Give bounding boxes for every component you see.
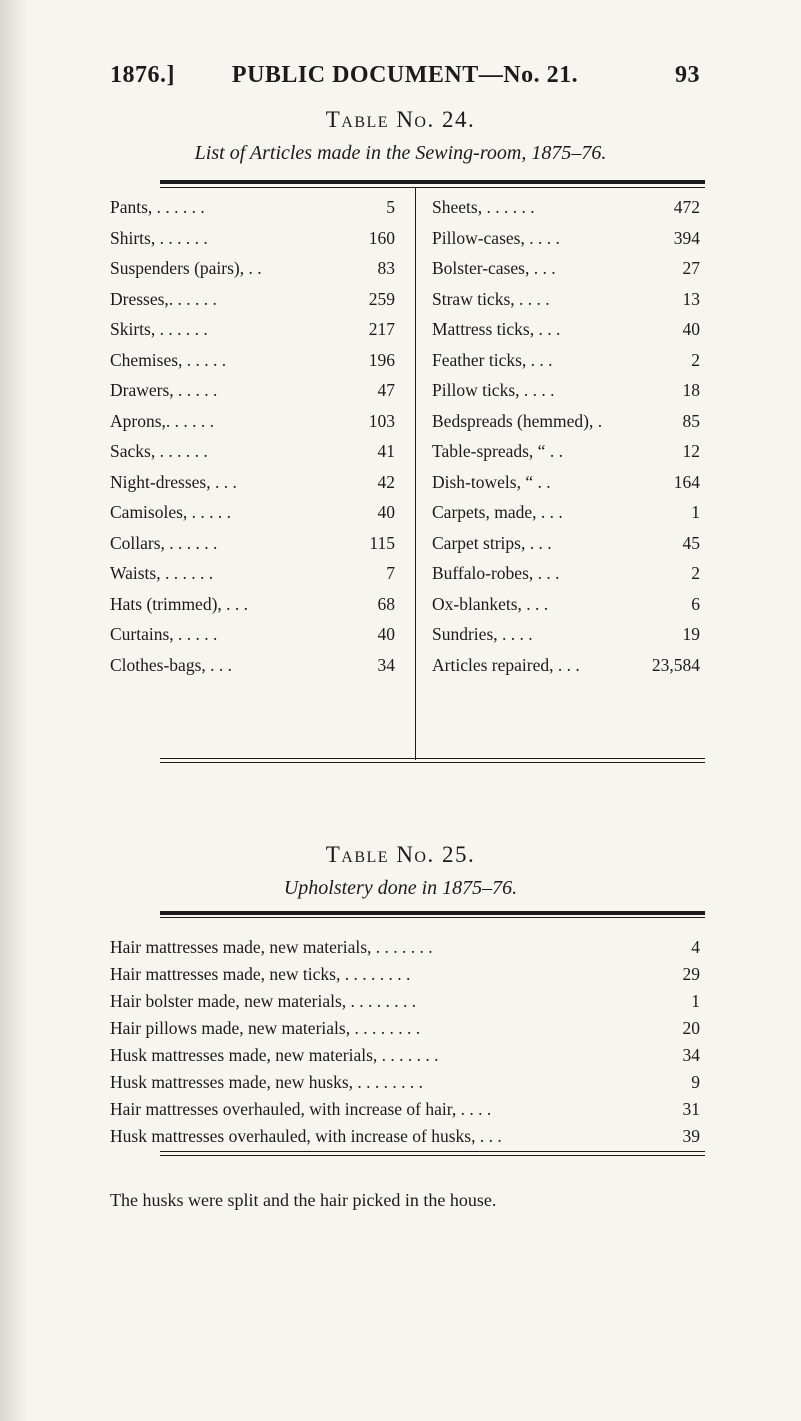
row-label: Hair mattresses overhauled, with increase of hair, . . . . bbox=[110, 1099, 492, 1119]
row-value: 9 bbox=[691, 1072, 700, 1092]
table-24-title: Table No. 24. bbox=[325, 107, 476, 132]
row-label: Pants, . . . . . . bbox=[110, 197, 205, 217]
row-label: Night-dresses, . . . bbox=[110, 471, 237, 492]
row-value: 4 bbox=[691, 937, 700, 957]
table-row bbox=[432, 589, 700, 620]
row-value: 12 bbox=[682, 441, 700, 461]
table-24-right-column bbox=[432, 192, 700, 680]
row-value: 68 bbox=[377, 593, 395, 614]
table-row bbox=[432, 375, 700, 406]
row-label: Pillow ticks, . . . . bbox=[432, 380, 555, 400]
table-25-title: Table No. 25. bbox=[325, 842, 476, 867]
row-value: 2 bbox=[691, 349, 700, 370]
table-25-top-rule-thin bbox=[160, 917, 705, 918]
row-value: 27 bbox=[682, 258, 700, 278]
row-label: Camisoles, . . . . . bbox=[110, 502, 232, 522]
row-label: Sheets, . . . . . . bbox=[432, 197, 535, 217]
row-label: Hair mattresses made, new ticks, . . . . . . . . bbox=[110, 964, 411, 984]
table-row bbox=[432, 650, 700, 681]
row-value: 40 bbox=[377, 624, 395, 644]
row-label: Table-spreads, “ . . bbox=[432, 441, 563, 461]
row-label: Drawers, . . . . . bbox=[110, 380, 218, 400]
row-value: 7 bbox=[386, 563, 395, 583]
table-row bbox=[432, 406, 700, 437]
table-row bbox=[110, 1069, 700, 1096]
table-row bbox=[432, 345, 700, 376]
table-row bbox=[432, 467, 700, 498]
table-row bbox=[110, 589, 395, 620]
row-label: Bedspreads (hemmed), . bbox=[432, 410, 603, 431]
row-label: Collars, . . . . . . bbox=[110, 532, 218, 553]
row-value: 19 bbox=[682, 624, 700, 644]
row-value: 40 bbox=[377, 502, 395, 522]
table-row bbox=[110, 934, 700, 961]
row-label: Feather ticks, . . . bbox=[432, 349, 553, 370]
page-number: 93 bbox=[675, 62, 700, 88]
table-row bbox=[110, 253, 395, 284]
running-head-year: 1876.] bbox=[110, 62, 175, 88]
table-row bbox=[110, 558, 395, 589]
row-value: 40 bbox=[682, 319, 700, 339]
row-value: 83 bbox=[377, 258, 395, 278]
row-value: 42 bbox=[377, 471, 395, 492]
table-row bbox=[110, 1015, 700, 1042]
row-label: Buffalo-robes, . . . bbox=[432, 563, 560, 583]
row-value: 2 bbox=[691, 563, 700, 583]
row-value: 5 bbox=[386, 197, 395, 217]
row-value: 217 bbox=[368, 319, 395, 339]
row-value: 6 bbox=[691, 593, 700, 614]
table-25-subtitle: Upholstery done in 1875–76. bbox=[283, 877, 518, 899]
row-label: Mattress ticks, . . . bbox=[432, 319, 561, 339]
row-value: 29 bbox=[682, 964, 700, 984]
row-label: Carpets, made, . . . bbox=[432, 502, 563, 522]
row-value: 1 bbox=[691, 502, 700, 522]
row-label: Bolster-cases, . . . bbox=[432, 258, 556, 278]
row-label: Hair bolster made, new materials, . . . . . . . . bbox=[110, 991, 417, 1011]
row-label: Ox-blankets, . . . bbox=[432, 593, 549, 614]
row-value: 23,584 bbox=[651, 654, 700, 675]
table-row bbox=[432, 192, 700, 223]
table-row bbox=[110, 1123, 700, 1150]
row-label: Hair mattresses made, new materials, . . . . . . . bbox=[110, 937, 433, 957]
page-gutter-shadow bbox=[0, 0, 28, 1421]
row-value: 160 bbox=[368, 227, 395, 248]
row-label: Sundries, . . . . bbox=[432, 624, 533, 644]
table-row bbox=[110, 1042, 700, 1069]
row-label: Curtains, . . . . . bbox=[110, 624, 218, 644]
table-25-rows bbox=[110, 934, 700, 1150]
row-label: Suspenders (pairs), . . bbox=[110, 258, 262, 278]
table-row bbox=[110, 223, 395, 254]
table-row bbox=[432, 497, 700, 528]
row-value: 31 bbox=[682, 1099, 700, 1119]
row-label: Dish-towels, “ . . bbox=[432, 471, 551, 492]
table-row bbox=[432, 253, 700, 284]
row-value: 18 bbox=[682, 380, 700, 400]
row-label: Shirts, . . . . . . bbox=[110, 227, 208, 248]
table-row bbox=[432, 314, 700, 345]
table-25-bottom-rule-thin bbox=[160, 1151, 705, 1152]
row-value: 20 bbox=[682, 1018, 700, 1038]
row-value: 85 bbox=[682, 410, 700, 431]
table-row bbox=[432, 284, 700, 315]
row-value: 39 bbox=[682, 1126, 700, 1146]
row-label: Clothes-bags, . . . bbox=[110, 654, 233, 675]
row-label: Husk mattresses made, new materials, . . . . . . . bbox=[110, 1045, 439, 1065]
row-label: Pillow-cases, . . . . bbox=[432, 227, 560, 248]
row-value: 34 bbox=[377, 654, 395, 675]
table-row bbox=[110, 375, 395, 406]
row-label: Waists, . . . . . . bbox=[110, 563, 214, 583]
table-row bbox=[432, 223, 700, 254]
table-24-subtitle: List of Articles made in the Sewing-room, 1875–76. bbox=[194, 142, 607, 164]
running-head bbox=[110, 62, 700, 98]
table-row bbox=[110, 284, 395, 315]
table-row bbox=[110, 497, 395, 528]
table-row bbox=[432, 558, 700, 589]
table-row bbox=[110, 314, 395, 345]
table-24-top-rule-thin bbox=[160, 187, 705, 188]
row-label: Sacks, . . . . . . bbox=[110, 441, 208, 461]
row-label: Skirts, . . . . . . bbox=[110, 319, 208, 339]
table-row bbox=[432, 436, 700, 467]
row-label: Husk mattresses made, new husks, . . . . . . . . bbox=[110, 1072, 424, 1092]
table-24-column-divider bbox=[415, 188, 416, 760]
table-row bbox=[110, 650, 395, 681]
row-label: Articles repaired, . . . bbox=[432, 654, 580, 675]
running-head-title: PUBLIC DOCUMENT—No. 21. bbox=[231, 62, 579, 88]
row-value: 34 bbox=[682, 1045, 700, 1065]
table-24-left-column bbox=[110, 192, 395, 680]
row-value: 472 bbox=[673, 197, 700, 217]
table-row bbox=[110, 406, 395, 437]
table-row bbox=[432, 619, 700, 650]
row-label: Chemises, . . . . . bbox=[110, 349, 227, 370]
table-row bbox=[110, 619, 395, 650]
footnote: The husks were split and the hair picked in the house. bbox=[110, 1190, 497, 1210]
row-value: 47 bbox=[377, 380, 395, 400]
table-row bbox=[110, 192, 395, 223]
row-value: 1 bbox=[691, 991, 700, 1011]
table-row bbox=[110, 528, 395, 559]
row-value: 41 bbox=[377, 441, 395, 461]
row-label: Hair pillows made, new materials, . . . . . . . . bbox=[110, 1018, 421, 1038]
table-row bbox=[110, 961, 700, 988]
table-25-top-rule bbox=[160, 911, 705, 915]
table-row bbox=[110, 345, 395, 376]
row-label: Carpet strips, . . . bbox=[432, 532, 552, 553]
row-label: Dresses,. . . . . . bbox=[110, 288, 217, 309]
row-label: Aprons,. . . . . . bbox=[110, 410, 215, 431]
table-row bbox=[110, 1096, 700, 1123]
table-25-bottom-rule bbox=[160, 1155, 705, 1156]
table-row bbox=[110, 467, 395, 498]
row-label: Straw ticks, . . . . bbox=[432, 288, 550, 309]
row-label: Husk mattresses overhauled, with increase of husks, . . . bbox=[110, 1126, 502, 1146]
row-value: 164 bbox=[673, 471, 700, 492]
row-value: 394 bbox=[673, 227, 700, 248]
table-row bbox=[110, 436, 395, 467]
table-24-bottom-rule bbox=[160, 762, 705, 763]
row-value: 196 bbox=[368, 349, 395, 370]
row-label: Hats (trimmed), . . . bbox=[110, 593, 249, 614]
row-value: 115 bbox=[369, 532, 395, 553]
table-24-bottom-rule-thin bbox=[160, 758, 705, 759]
row-value: 103 bbox=[368, 410, 395, 431]
table-row bbox=[432, 528, 700, 559]
row-value: 259 bbox=[368, 288, 395, 309]
row-value: 13 bbox=[682, 288, 700, 309]
table-24-top-rule bbox=[160, 180, 705, 184]
row-value: 45 bbox=[682, 532, 700, 553]
table-row bbox=[110, 988, 700, 1015]
